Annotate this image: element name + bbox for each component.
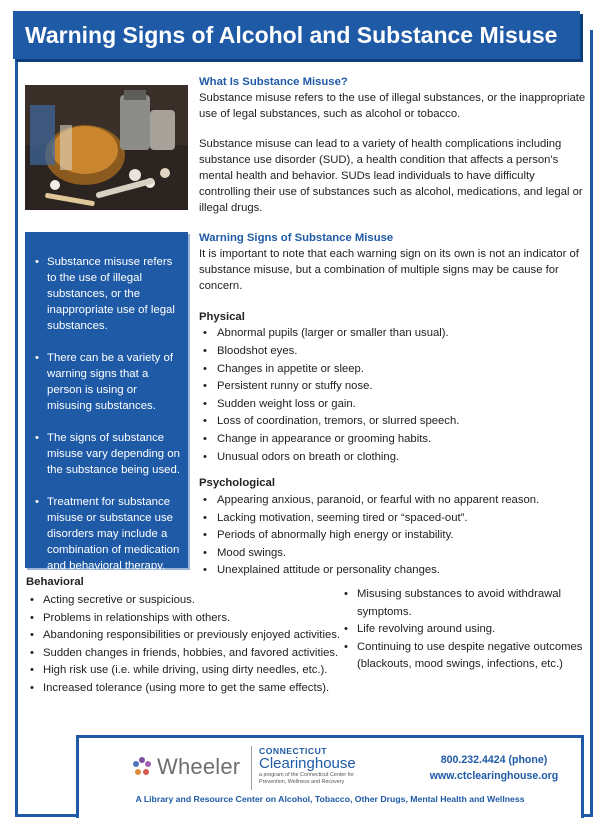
main-content	[199, 75, 589, 590]
list-item: • Sudden weight loss or gain.	[199, 396, 589, 414]
footer-tagline: A Library and Resource Center on Alcohol, Tobacco, Other Drugs, Mental Health and Wellness	[135, 794, 525, 804]
logo-divider	[251, 746, 252, 790]
physical-heading: Physical	[199, 310, 245, 323]
list-item: • Unusual odors on breath or clothing.	[199, 449, 589, 467]
list-item: • Lacking motivation, seeming tired or “spaced-out”.	[199, 510, 589, 528]
wheeler-logo[interactable]	[131, 750, 240, 784]
wheeler-flower-icon	[131, 756, 153, 778]
page-frame-left	[15, 30, 18, 817]
list-item: • Change in appearance or grooming habits.	[199, 431, 589, 449]
list-item: • Life revolving around using.	[340, 621, 590, 639]
sidebar-item: • There can be a variety of warning signs that a person is using or misusing substances.	[35, 350, 182, 414]
key-points-sidebar	[25, 232, 188, 572]
behavioral-list-left	[26, 592, 341, 698]
list-item: • Mood swings.	[199, 545, 589, 563]
list-item: • Persistent runny or stuffy nose.	[199, 378, 589, 396]
website-link[interactable]: www.ctclearinghouse.org	[429, 770, 559, 782]
cc-subtitle: a program of the Connecticut Center for Prevention, Wellness and Recovery	[259, 772, 354, 785]
behavioral-list-right	[340, 586, 590, 674]
list-item: • Misusing substances to avoid withdrawal symptoms.	[340, 586, 590, 621]
psychological-heading: Psychological	[199, 477, 275, 490]
list-item: • High risk use (i.e. while driving, using dirty needles, etc.).	[26, 662, 341, 680]
list-item: • Appearing anxious, paranoid, or fearful with no apparent reason.	[199, 492, 589, 510]
list-item: • Continuing to use despite negative outcomes (blackouts, mood swings, infections, etc.)	[340, 639, 590, 674]
clearinghouse-logo[interactable]	[259, 746, 369, 785]
sidebar-item: • Treatment for substance misuse or substance use disorders may include a combination of medication and behavioral therapy.	[35, 494, 182, 574]
list-item: • Loss of coordination, tremors, or slurred speech.	[199, 413, 589, 431]
wheeler-name: Wheeler	[157, 754, 241, 779]
behavioral-heading: Behavioral	[26, 576, 84, 588]
what-paragraph-1: Substance misuse refers to the use of illegal substances, or the inappropriate use of legal substances, such as alcohol or tobacco.	[199, 91, 586, 120]
list-item: • Abandoning responsibilities or previously enjoyed activities.	[26, 627, 341, 645]
list-item: • Problems in relationships with others.	[26, 610, 341, 628]
phone-number[interactable]: 800.232.4424 (phone)	[440, 754, 548, 766]
list-item: • Bloodshot eyes.	[199, 343, 589, 361]
footer	[76, 735, 584, 818]
warning-heading: Warning Signs of Substance Misuse	[199, 232, 394, 245]
list-item: • Abnormal pupils (larger or smaller than usual).	[199, 325, 589, 343]
sidebar-item: • The signs of substance misuse vary depending on the substance being used.	[35, 430, 182, 478]
list-item: • Unexplained attitude or personality changes.	[199, 562, 589, 580]
cc-name: Clearinghouse	[259, 755, 356, 772]
what-heading: What Is Substance Misuse?	[199, 76, 348, 88]
page-title: Warning Signs of Alcohol and Substance Misuse	[25, 22, 558, 48]
physical-list	[199, 325, 589, 466]
list-item: • Increased tolerance (using more to get the same effects).	[26, 680, 341, 698]
contact-info	[414, 752, 574, 784]
sidebar-item: • Substance misuse refers to the use of illegal substances, or the inappropriate use of legal substances.	[35, 254, 182, 334]
psychological-list	[199, 492, 589, 580]
list-item: • Acting secretive or suspicious.	[26, 592, 341, 610]
list-item: • Sudden changes in friends, hobbies, and favored activities.	[26, 645, 341, 663]
title-banner	[13, 11, 580, 59]
page-frame-right	[590, 30, 593, 817]
warning-paragraph: It is important to note that each warning sign on its own is not an indicator of substance misuse, but a combination of multiple signs may be cause for concern.	[199, 248, 579, 292]
cc-state: CONNECTICUT	[259, 746, 328, 756]
list-item: • Periods of abnormally high energy or instability.	[199, 527, 589, 545]
substances-photo	[25, 85, 188, 210]
what-paragraph-2: Substance misuse can lead to a variety of health complications including substance use disorder (SUD), a health condition that affects a person's mental health and behavior. SUDs lead individuals to have difficulty controlling their use of substances such as alcohol, medications, and legal or illegal drugs.	[199, 138, 583, 214]
list-item: • Changes in appetite or sleep.	[199, 361, 589, 379]
